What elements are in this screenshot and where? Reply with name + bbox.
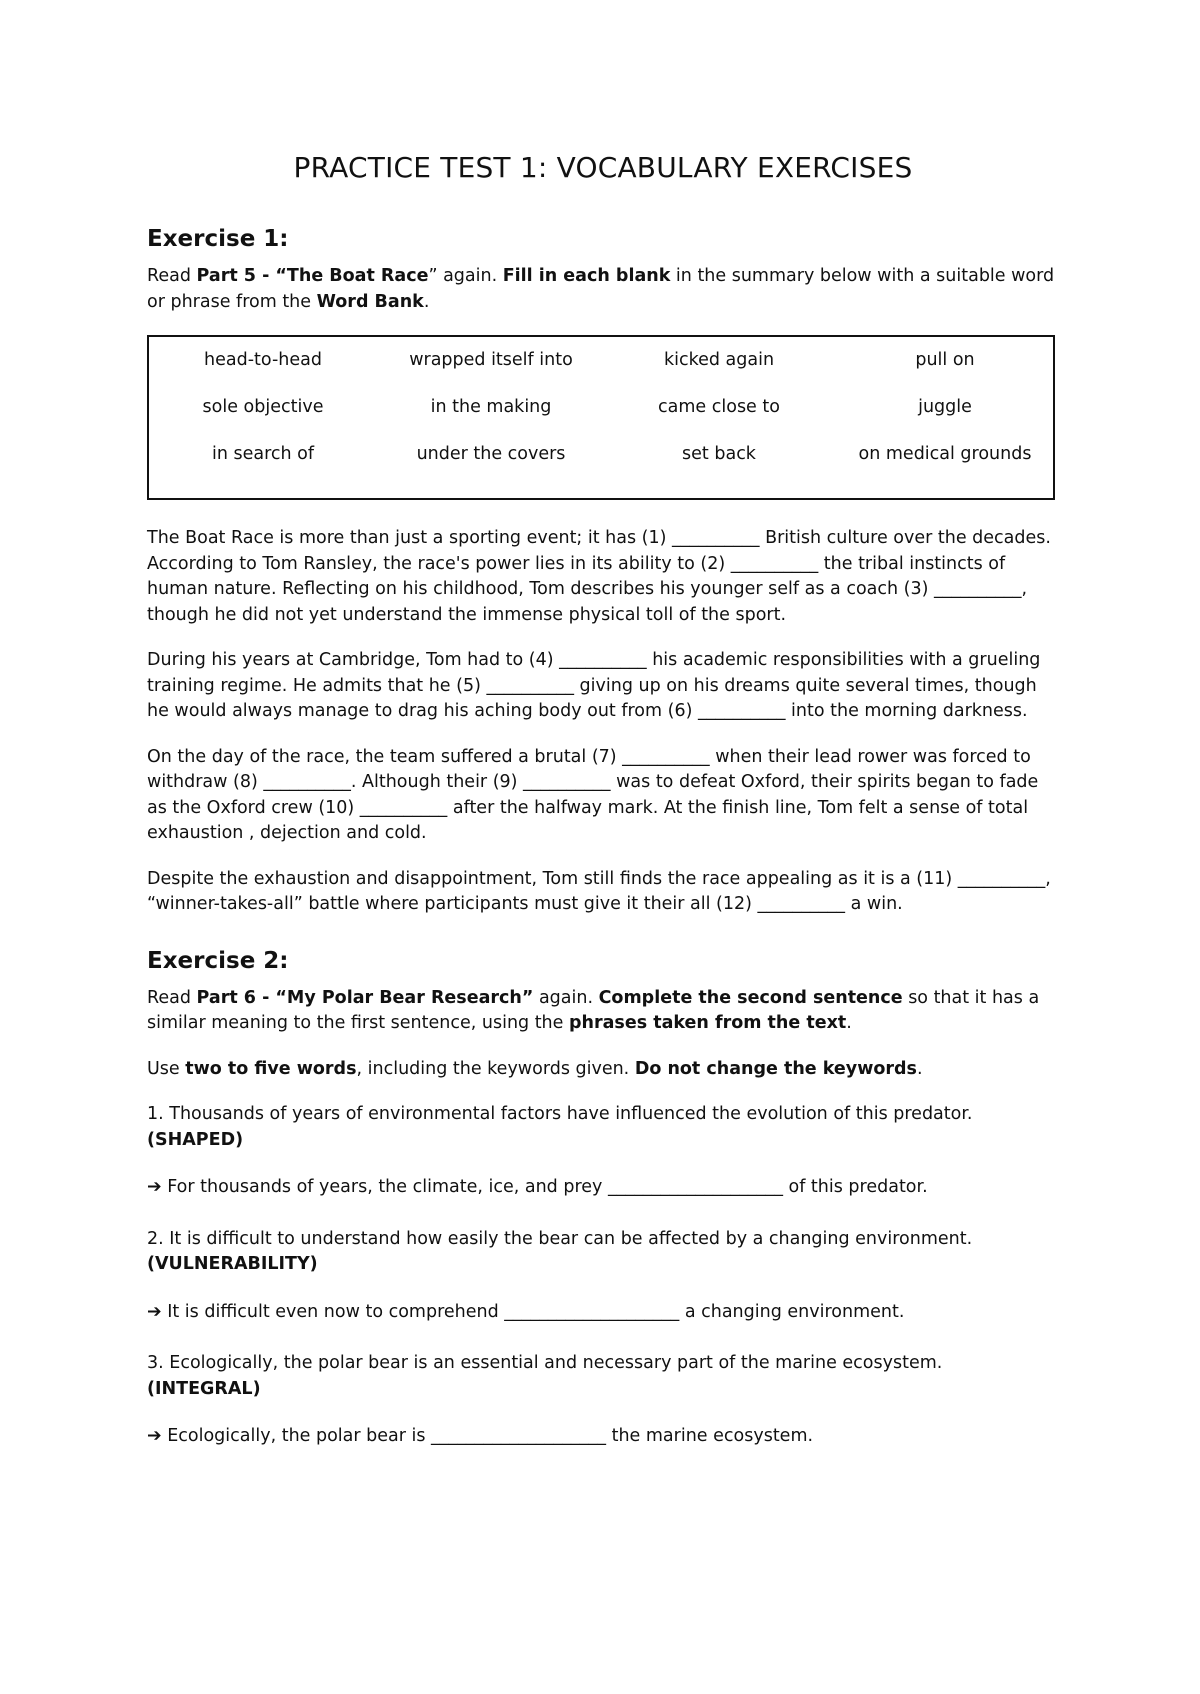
word-bank-item: pull on xyxy=(915,350,975,370)
question-2 xyxy=(147,1227,1059,1326)
question-1 xyxy=(147,1102,1059,1201)
exercise-1-instruction xyxy=(147,264,1059,315)
word-bank-item: wrapped itself into xyxy=(409,350,573,370)
question-sentence: 2. It is difficult to understand how easily the bear can be affected by a changing environment. xyxy=(147,1228,973,1249)
word-bank-item: sole objective xyxy=(202,397,324,417)
instruction-text: again. xyxy=(533,987,599,1008)
summary-paragraph: On the day of the race, the team suffered a brutal (7) __________ when their lead rower was forced to withdraw (8) __________. Although their (9) __________ was to defeat Oxford, their spirits began to fade as the Oxford crew (10) __________ after the halfway mark. At the finish line, Tom felt a sense of total exhaustion , dejection and cold. xyxy=(147,746,1039,843)
word-bank-item: in the making xyxy=(430,397,552,417)
question-keyword: (INTEGRAL) xyxy=(147,1378,261,1399)
exercise-1-heading: Exercise 1: xyxy=(147,226,289,252)
word-bank-item: kicked again xyxy=(663,350,775,370)
question-sentence: 3. Ecologically, the polar bear is an essential and necessary part of the marine ecosystem. xyxy=(147,1353,943,1373)
worksheet-page xyxy=(147,148,1059,1476)
exercise-2-instruction xyxy=(147,986,1059,1037)
instruction-bold: phrases taken from the text xyxy=(568,1013,847,1033)
instruction-text: Read xyxy=(147,987,197,1008)
question-keyword: (SHAPED) xyxy=(147,1129,244,1150)
instruction-text: Read xyxy=(147,266,197,286)
exercise-2-heading: Exercise 2: xyxy=(147,947,289,974)
instruction-bold: Complete the second sentence xyxy=(598,987,903,1008)
instruction-bold: Part 6 - “My Polar Bear Research” xyxy=(196,987,534,1008)
word-bank-item: came close to xyxy=(658,397,780,417)
question-rewrite: ➔ It is difficult even now to comprehend ____________________ a changing environment. xyxy=(147,1301,905,1322)
instruction-bold: two to five words xyxy=(185,1058,357,1079)
instruction-text: , including the keywords given. xyxy=(356,1058,635,1079)
instruction-text: so that it has a similar meaning to the first sentence, using the xyxy=(147,987,1040,1033)
instruction-bold: Fill in each blank xyxy=(502,266,671,286)
instruction-bold: Word Bank xyxy=(316,291,424,312)
instruction-text: ” again. xyxy=(428,266,503,286)
instruction-text: Use xyxy=(147,1058,186,1079)
word-bank-item: on medical grounds xyxy=(858,444,1032,464)
exercise-2 xyxy=(147,946,1059,1450)
question-rewrite: ➔ Ecologically, the polar bear is ____________________ the marine ecosystem. xyxy=(147,1426,814,1446)
summary-paragraph: Despite the exhaustion and disappointment, Tom still finds the race appealing as it is a (11) __________, “winner-takes-all” battle where participants must give it their all (12) __________ a win. xyxy=(147,868,1051,914)
question-sentence: 1. Thousands of years of environmental factors have influenced the evolution of this predator. xyxy=(147,1104,973,1124)
word-bank-item: set back xyxy=(682,444,756,464)
instruction-bold: Part 5 - “The Boat Race xyxy=(196,266,429,286)
word-bank-item: head-to-head xyxy=(204,350,322,370)
instruction-text: . xyxy=(423,291,430,312)
word-bank-item: in search of xyxy=(211,444,315,464)
page-title: PRACTICE TEST 1: VOCABULARY EXERCISES xyxy=(293,151,913,184)
exercise-2-rules xyxy=(147,1057,1059,1083)
word-bank xyxy=(147,335,1055,500)
question-keyword: (VULNERABILITY) xyxy=(147,1254,318,1274)
exercise-1 xyxy=(147,224,1059,918)
summary-paragraph: During his years at Cambridge, Tom had to (4) __________ his academic responsibilities with a grueling training regime. He admits that he (5) __________ giving up on his dreams quite several times, though he would always manage to drag his aching body out from (6) __________ into the morning darkness. xyxy=(147,650,1041,721)
word-bank-item: juggle xyxy=(918,397,972,417)
instruction-text: in the summary below with a suitable word or phrase from the xyxy=(147,266,1055,312)
instruction-text: . xyxy=(846,1013,852,1033)
summary-paragraph: The Boat Race is more than just a sporting event; it has (1) __________ British culture over the decades. According to Tom Ransley, the race's power lies in its ability to (2) __________ the tribal instincts of human nature. Reflecting on his childhood, Tom describes his younger self as a coach (3) __________, though he did not yet understand the immense physical toll of the sport. xyxy=(147,528,1051,625)
instruction-text: . xyxy=(916,1058,923,1079)
word-bank-item: under the covers xyxy=(416,444,566,464)
question-rewrite: ➔ For thousands of years, the climate, ice, and prey ____________________ of this predator. xyxy=(147,1177,928,1197)
instruction-bold: Do not change the keywords xyxy=(634,1058,917,1079)
question-3 xyxy=(147,1351,1059,1450)
